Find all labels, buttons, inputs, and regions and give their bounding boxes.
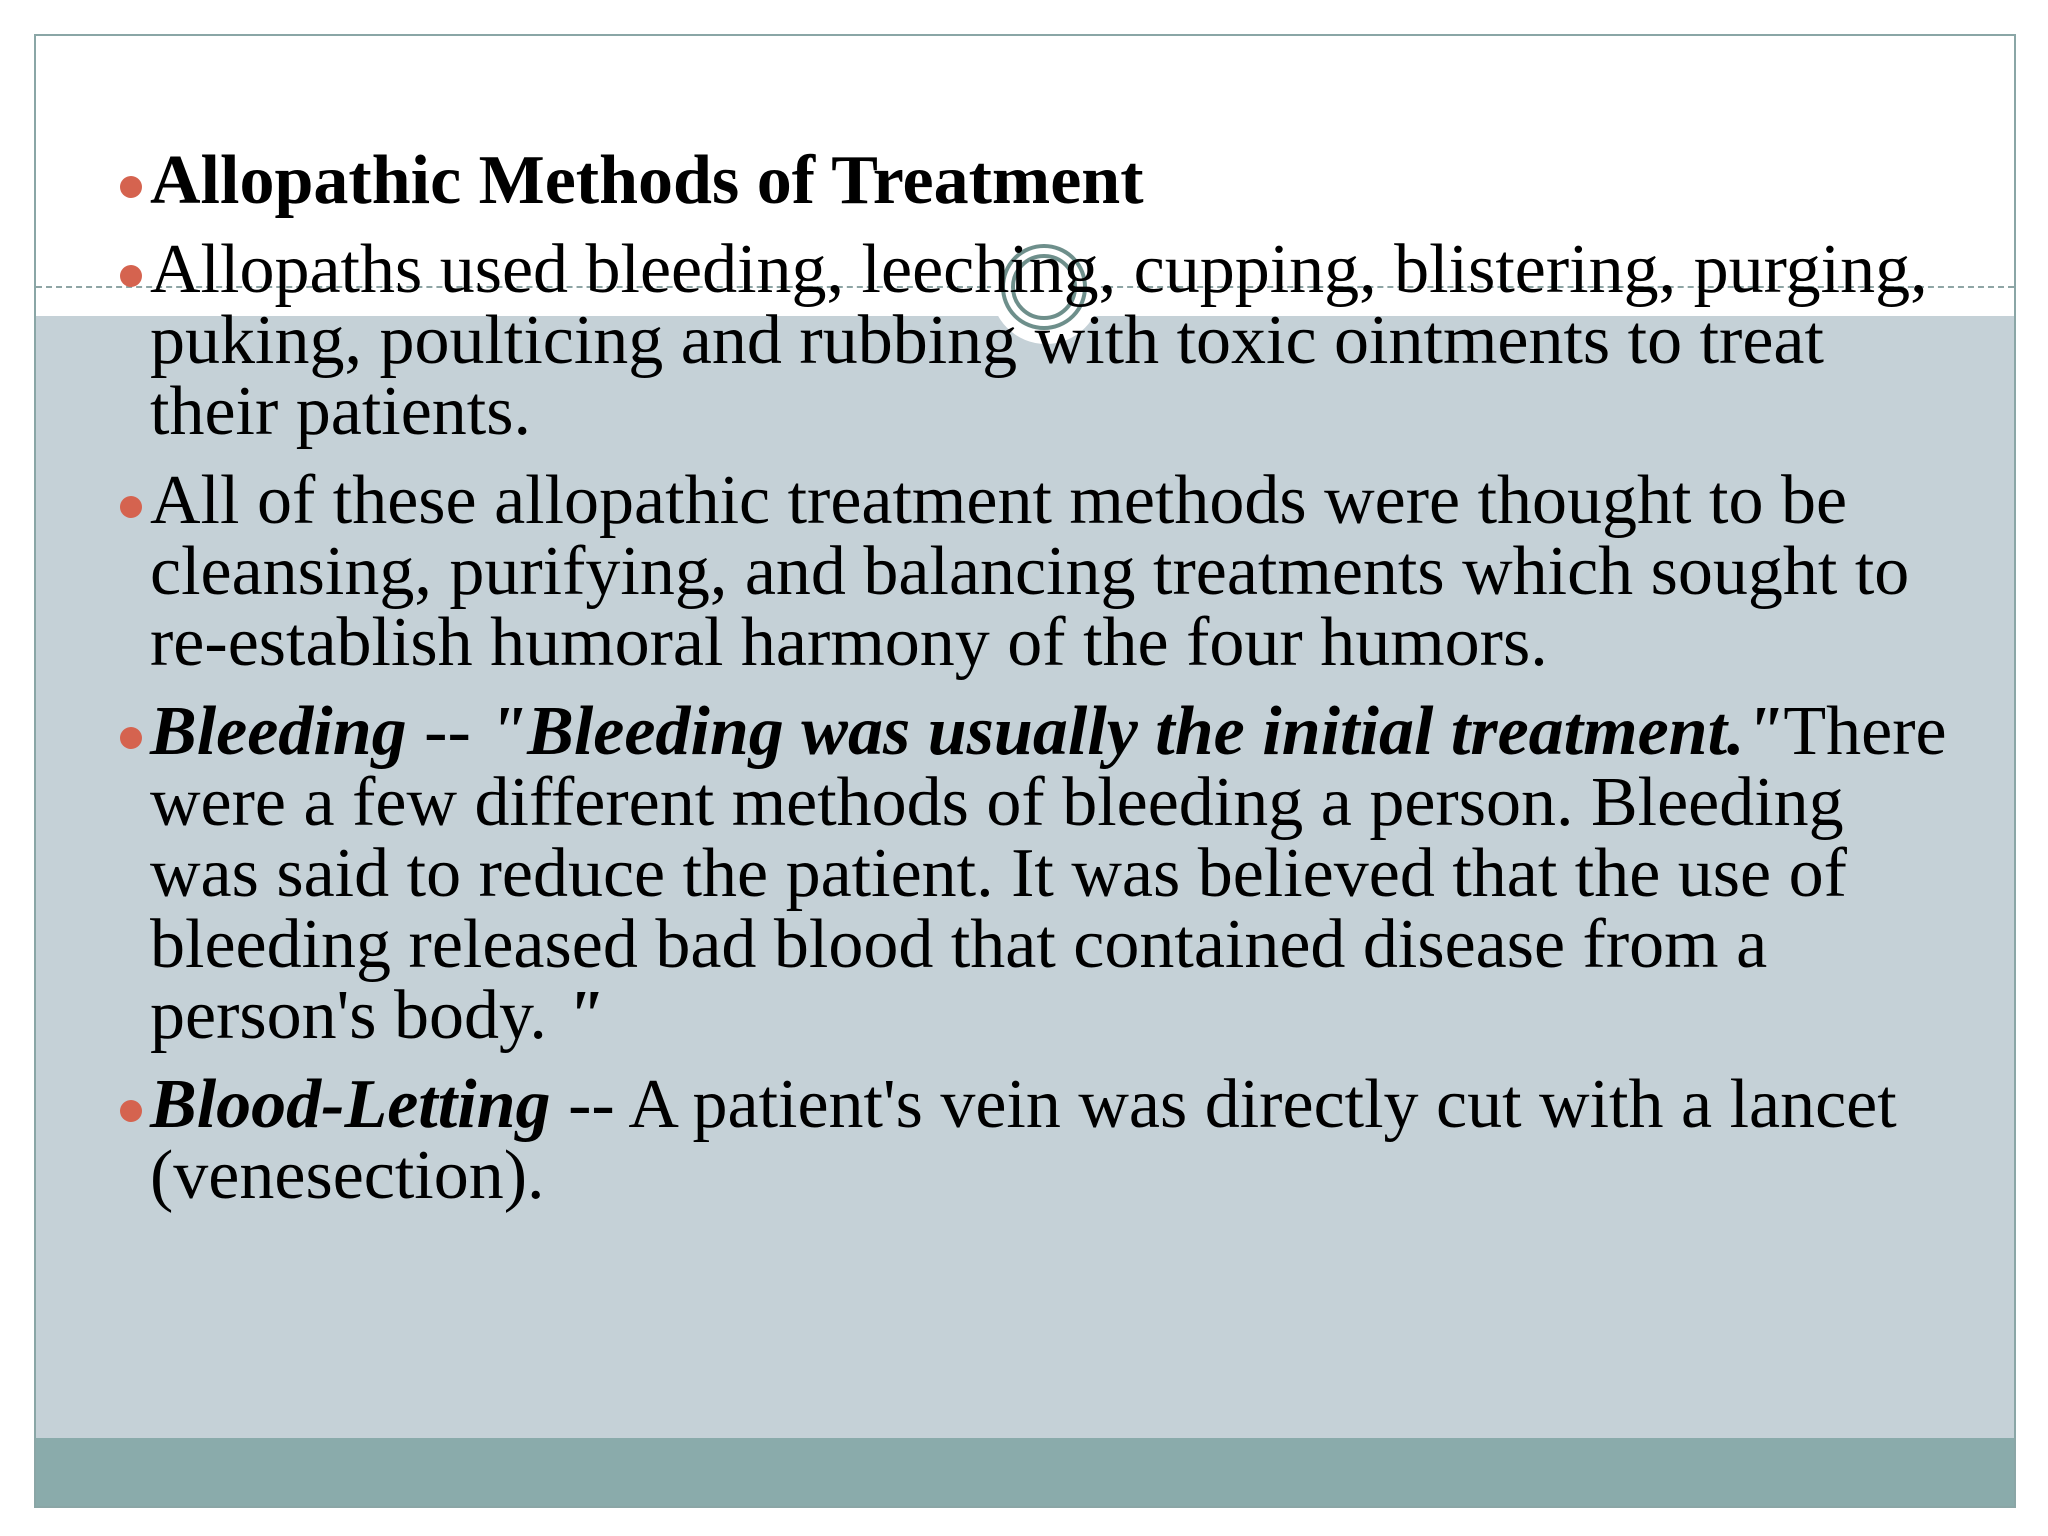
bullet-item-bleeding [150, 693, 1950, 1054]
bullet-dot-icon [120, 176, 142, 198]
bullet-term: Blood-Letting [150, 1066, 551, 1143]
bullet-item-blood-letting [150, 1066, 1950, 1214]
slide-footer-band [36, 1438, 2014, 1508]
bullet-dot-icon [120, 727, 142, 749]
slide-heading: Allopathic Methods of Treatment [150, 142, 1144, 219]
bullet-item-heading [150, 142, 1950, 219]
bullet-separator: -- [406, 693, 489, 770]
bullet-item-allopaths [150, 231, 1950, 450]
bullet-text: A patient's vein was directly cut with a lancet (venesection). [150, 1066, 1897, 1214]
bullet-term: Bleeding [150, 693, 407, 770]
bullet-quote: "Bleeding was usually the initial treatment." [488, 693, 1784, 770]
bullet-text: All of these allopathic treatment methods were thought to be cleansing, purifying, and balancing treatments which sought to re-establish humoral harmony of the four humors. [150, 462, 1910, 681]
bullet-text: There were a few different methods of bleeding a person. Bleeding was said to reduce the patient. It was believed that the use of bleeding released bad blood that contained disease from a person's body. [150, 693, 1947, 1054]
bullet-text: Allopaths used bleeding, leeching, cupping, blistering, purging, puking, poulticing and rubbing with toxic ointments to treat their patients. [150, 231, 1928, 450]
bullet-list [150, 142, 1950, 1214]
bullet-dot-icon [120, 1100, 142, 1122]
bullet-item-methods [150, 462, 1950, 681]
bullet-dot-icon [120, 496, 142, 518]
bullet-closing-quote: " [564, 977, 604, 1054]
bullet-separator: -- [550, 1066, 629, 1143]
slide-body [150, 142, 1950, 1229]
bullet-dot-icon [120, 265, 142, 287]
